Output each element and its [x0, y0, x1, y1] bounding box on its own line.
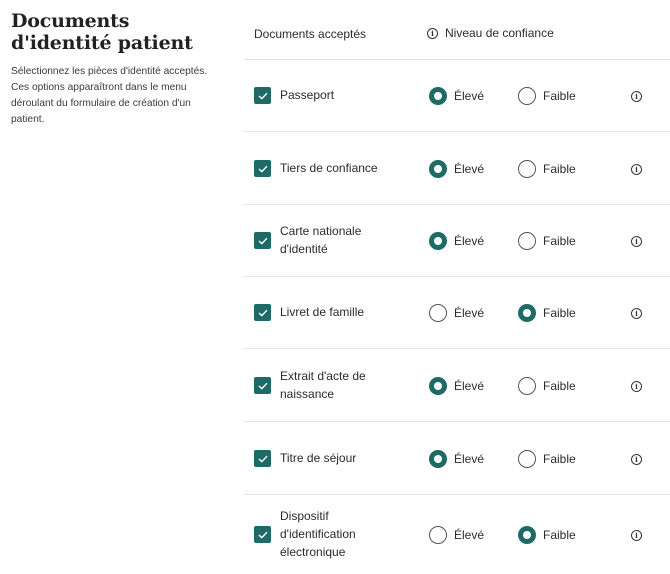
check-icon	[258, 237, 268, 245]
document-label-line: Livret de famille	[280, 305, 365, 319]
radio-selected-icon	[518, 304, 536, 322]
trust-high-radio-label: Élevé	[454, 306, 485, 320]
radio-unselected-icon	[429, 304, 447, 322]
info-icon[interactable]: i	[631, 91, 642, 102]
section-intro	[11, 10, 216, 128]
document-label-line: d'identité	[280, 242, 328, 256]
trust-high-radio-label: Élevé	[454, 528, 485, 542]
trust-high-radio[interactable]	[429, 232, 484, 250]
trust-low-radio-label: Faible	[543, 306, 576, 320]
trust-high-radio-label: Élevé	[454, 379, 485, 393]
radio-unselected-icon	[518, 232, 536, 250]
info-icon[interactable]: i	[631, 381, 642, 392]
trust-high-radio[interactable]	[429, 304, 484, 322]
table-row	[244, 421, 670, 495]
column-header-documents: Documents acceptés	[254, 27, 367, 41]
document-label-line: Tiers de confiance	[280, 161, 378, 175]
trust-low-radio[interactable]	[518, 87, 576, 105]
document-label	[280, 86, 334, 104]
radio-selected-icon	[429, 160, 447, 178]
document-label	[280, 449, 356, 467]
trust-low-radio-label: Faible	[543, 379, 576, 393]
info-icon[interactable]: i	[427, 28, 438, 39]
document-label-line: Carte nationale	[280, 224, 362, 238]
trust-high-radio-label: Élevé	[454, 162, 485, 176]
trust-low-radio[interactable]	[518, 526, 576, 544]
documents-table	[244, 0, 670, 574]
document-label	[280, 303, 364, 321]
check-icon	[258, 165, 268, 173]
document-label-line: électronique	[280, 545, 346, 559]
document-label	[280, 222, 361, 258]
check-icon	[258, 531, 268, 539]
document-label-line: d'identification	[280, 527, 356, 541]
info-icon[interactable]: i	[631, 164, 642, 175]
trust-high-radio[interactable]	[429, 450, 484, 468]
table-header	[244, 0, 670, 60]
section-title: Documents d'identité patient	[11, 10, 193, 54]
trust-high-radio[interactable]	[429, 87, 484, 105]
document-checkbox[interactable]	[254, 377, 271, 394]
document-checkbox[interactable]	[254, 526, 271, 543]
document-checkbox[interactable]	[254, 87, 271, 104]
table-row	[244, 204, 670, 277]
info-icon[interactable]: i	[631, 530, 642, 541]
radio-unselected-icon	[518, 87, 536, 105]
check-icon	[258, 455, 268, 463]
document-checkbox[interactable]	[254, 450, 271, 467]
radio-unselected-icon	[518, 160, 536, 178]
table-row	[244, 276, 670, 349]
table-row	[244, 348, 670, 422]
check-icon	[258, 92, 268, 100]
trust-low-radio[interactable]	[518, 450, 576, 468]
trust-low-radio-label: Faible	[543, 528, 576, 542]
trust-low-radio[interactable]	[518, 377, 576, 395]
trust-low-radio[interactable]	[518, 304, 576, 322]
document-checkbox[interactable]	[254, 232, 271, 249]
info-icon[interactable]: i	[631, 454, 642, 465]
document-label-line: Extrait d'acte de	[280, 369, 366, 383]
trust-low-radio-label: Faible	[543, 234, 576, 248]
table-row	[244, 59, 670, 132]
column-header-trust	[427, 26, 554, 40]
trust-high-radio[interactable]	[429, 160, 484, 178]
trust-low-radio-label: Faible	[543, 452, 576, 466]
check-icon	[258, 309, 268, 317]
trust-high-radio-label: Élevé	[454, 452, 485, 466]
trust-low-radio[interactable]	[518, 160, 576, 178]
document-label-line: naissance	[280, 387, 335, 401]
check-icon	[258, 382, 268, 390]
document-label	[280, 507, 356, 561]
radio-selected-icon	[518, 526, 536, 544]
document-label-line: Dispositif	[280, 509, 329, 523]
radio-selected-icon	[429, 87, 447, 105]
info-icon[interactable]: i	[631, 236, 642, 247]
section-description: Sélectionnez les pièces d'identité acceptés. Ces options apparaîtront dans le menu déroulant du formulaire de création d'un patient.	[11, 66, 208, 125]
trust-high-radio-label: Élevé	[454, 89, 485, 103]
info-icon[interactable]: i	[631, 308, 642, 319]
radio-unselected-icon	[518, 450, 536, 468]
table-row	[244, 494, 670, 574]
document-label	[280, 367, 366, 403]
trust-low-radio[interactable]	[518, 232, 576, 250]
trust-high-radio[interactable]	[429, 377, 484, 395]
radio-selected-icon	[429, 377, 447, 395]
trust-low-radio-label: Faible	[543, 89, 576, 103]
column-header-trust-label: Niveau de confiance	[445, 26, 554, 40]
radio-selected-icon	[429, 450, 447, 468]
radio-selected-icon	[429, 232, 447, 250]
radio-unselected-icon	[518, 377, 536, 395]
document-label-line: Passeport	[280, 88, 335, 102]
table-row	[244, 131, 670, 205]
trust-high-radio[interactable]	[429, 526, 484, 544]
document-checkbox[interactable]	[254, 304, 271, 321]
document-checkbox[interactable]	[254, 160, 271, 177]
document-label	[280, 159, 378, 177]
trust-high-radio-label: Élevé	[454, 234, 485, 248]
radio-unselected-icon	[429, 526, 447, 544]
document-label-line: Titre de séjour	[280, 451, 357, 465]
trust-low-radio-label: Faible	[543, 162, 576, 176]
